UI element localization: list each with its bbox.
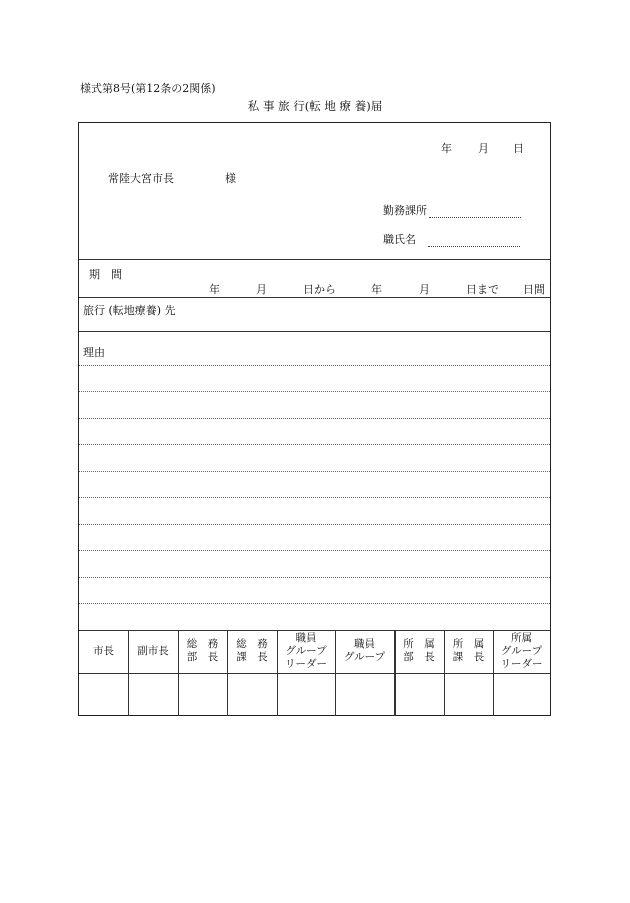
seal-box-general-affairs-director[interactable] bbox=[178, 674, 227, 716]
dept-label: 勤務課所 bbox=[383, 204, 427, 217]
approval-header-cell: 市長 bbox=[93, 644, 114, 657]
reason-label: 理由 bbox=[83, 346, 105, 359]
seal-box-deputy-mayor[interactable] bbox=[128, 674, 178, 716]
form-number-label: 様式第8号(第12条の2関係) bbox=[80, 82, 216, 95]
seal-box-general-affairs-chief[interactable] bbox=[227, 674, 277, 716]
approval-header-cell: 職員 グループ リーダー bbox=[285, 631, 327, 670]
period-month2: 月 bbox=[419, 283, 430, 296]
date-year-label: 年 bbox=[441, 142, 452, 155]
divider bbox=[79, 331, 550, 332]
period-month1: 月 bbox=[256, 283, 267, 296]
destination-label: 旅行 (転地療養) 先 bbox=[83, 304, 176, 317]
period-year2: 年 bbox=[371, 283, 382, 296]
seal-box-dept-group-leader[interactable] bbox=[493, 674, 550, 716]
approval-header-cell: 所属 グループ リーダー bbox=[500, 631, 543, 670]
period-until: 日まで bbox=[466, 283, 499, 296]
seal-box-section-chief[interactable] bbox=[444, 674, 493, 716]
approval-header-cell: 職員 グループ bbox=[343, 638, 386, 663]
reason-line bbox=[79, 365, 550, 366]
dept-dotted-line bbox=[429, 207, 521, 218]
reason-line bbox=[79, 577, 550, 578]
form-frame bbox=[78, 122, 551, 716]
seal-box-staff-group[interactable] bbox=[335, 674, 394, 716]
approval-table bbox=[79, 630, 550, 716]
honorific: 様 bbox=[225, 172, 236, 185]
seal-box-dept-director[interactable] bbox=[394, 674, 444, 716]
period-days: 日間 bbox=[523, 283, 545, 296]
approval-header-cell: 総 務 部 長 bbox=[186, 638, 219, 663]
approval-header-cell: 総 務 課 長 bbox=[236, 638, 268, 663]
date-month-label: 月 bbox=[478, 142, 489, 155]
document-title: 私 事 旅 行(転 地 療 養)届 bbox=[247, 99, 383, 113]
reason-line bbox=[79, 471, 550, 472]
divider bbox=[79, 259, 550, 260]
reason-line bbox=[79, 391, 550, 392]
reason-line bbox=[79, 550, 550, 551]
seal-box-staff-group-leader[interactable] bbox=[277, 674, 335, 716]
reason-line bbox=[79, 497, 550, 498]
reason-line bbox=[79, 603, 550, 604]
dept-field[interactable] bbox=[383, 202, 521, 218]
period-year1: 年 bbox=[209, 283, 220, 296]
approval-header-cell: 副市長 bbox=[137, 644, 169, 657]
reason-line bbox=[79, 444, 550, 445]
period-label: 期 間 bbox=[89, 268, 122, 281]
reason-line bbox=[79, 524, 550, 525]
date-day-label: 日 bbox=[513, 142, 524, 155]
addressee: 常陸大宮市長 bbox=[108, 172, 174, 185]
period-from: 日から bbox=[303, 283, 336, 296]
name-dotted-line bbox=[428, 236, 520, 247]
name-field[interactable] bbox=[383, 231, 520, 247]
divider bbox=[79, 297, 550, 298]
approval-header-cell: 所 属 課 長 bbox=[452, 638, 485, 663]
name-label: 職氏名 bbox=[383, 233, 416, 246]
approval-header-cell: 所 属 部 長 bbox=[403, 638, 435, 663]
seal-box-mayor[interactable] bbox=[79, 674, 128, 716]
reason-line bbox=[79, 418, 550, 419]
